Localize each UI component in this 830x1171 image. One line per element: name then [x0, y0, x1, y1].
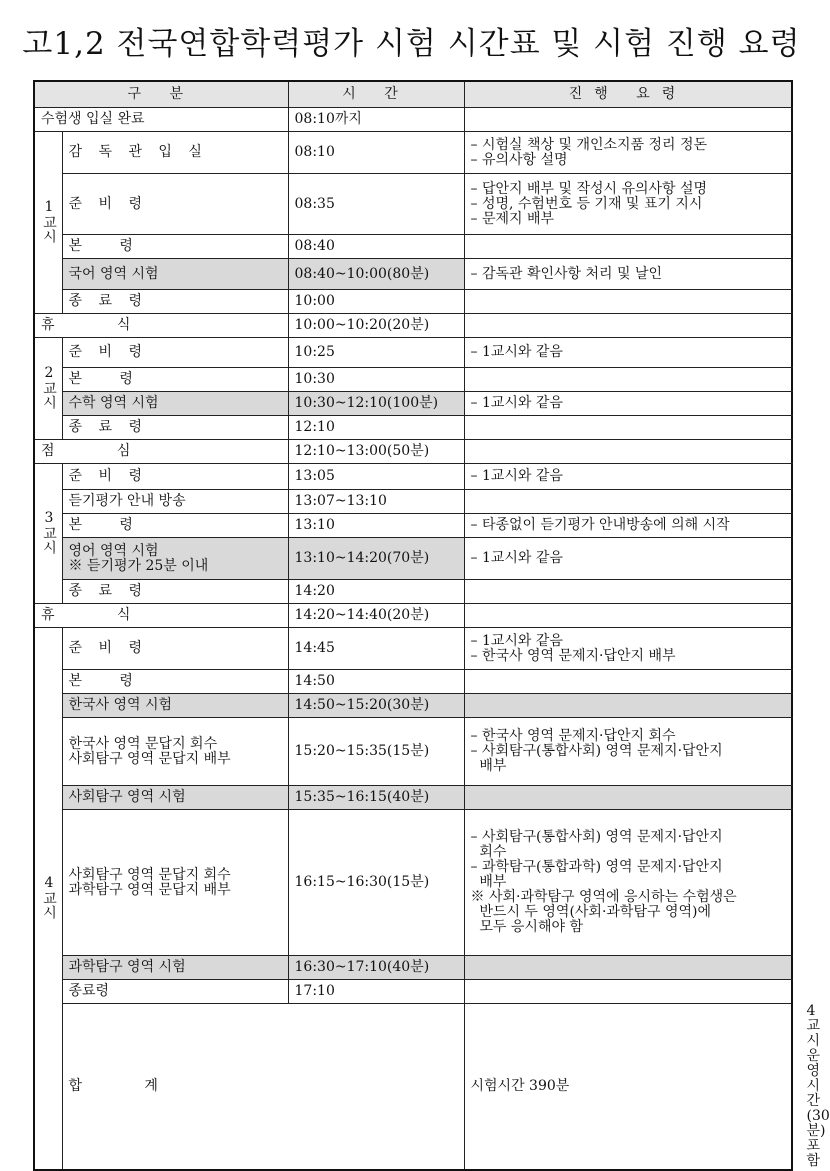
table-row: 합 계 시험시간 390분 4교시 운영 시간(30분) 포함	[34, 1004, 792, 1171]
period-text: 1교시	[41, 198, 57, 243]
table-row	[34, 235, 792, 259]
row-time: 13:10	[288, 514, 464, 538]
page-title: 고1,2 전국연합학력평가 시험 시간표 및 시험 진행 요령	[22, 26, 801, 62]
row-notes: – 타종없이 듣기평가 안내방송에 의해 시작	[464, 514, 792, 538]
header-row	[34, 81, 792, 108]
table-row	[34, 538, 792, 580]
row-notes	[464, 604, 792, 628]
table-row	[34, 464, 792, 490]
note-line: – 한국사 영역 문제지·답안지 회수	[470, 728, 676, 744]
label-line: 사회탐구 영역 문답지 배부	[68, 750, 231, 767]
break-time: 14:20~14:40(20분)	[288, 604, 464, 628]
note-line: – 한국사 영역 문제지·답안지 배부	[470, 647, 676, 664]
table-row	[34, 314, 792, 338]
row-time: 10:00	[288, 290, 464, 314]
row-time: 13:07~13:10	[288, 490, 464, 514]
table-row	[34, 580, 792, 604]
row-notes	[464, 628, 792, 670]
row-label: 감 독 관 입 실	[62, 132, 288, 174]
row-label: 본 령	[62, 368, 288, 392]
break-label: 휴 식	[34, 604, 288, 628]
note-line: – 답안지 배부 및 작성시 유의사항 설명	[470, 180, 708, 197]
row-notes	[464, 368, 792, 392]
row-notes: – 1교시와 같음	[464, 392, 792, 416]
row-time: 08:40	[288, 235, 464, 259]
note-line: – 1교시와 같음	[470, 632, 563, 649]
table-row	[34, 604, 792, 628]
row-time: 14:20	[288, 580, 464, 604]
table-row	[34, 786, 792, 810]
table-row	[34, 132, 792, 174]
table-row	[34, 392, 792, 416]
note-line: – 과학탐구(통합과학) 영역 문제지·답안지	[470, 859, 723, 875]
table-row	[34, 290, 792, 314]
table-row	[34, 956, 792, 980]
table-row	[34, 514, 792, 538]
exam-time: 10:30~12:10(100분)	[288, 392, 464, 416]
table-row	[34, 174, 792, 235]
total-label: 합 계	[62, 1004, 464, 1171]
note-line: – 시험실 책상 및 개인소지품 정리 정돈	[470, 136, 708, 153]
row-label: 종 료 령	[62, 580, 288, 604]
row-notes	[464, 314, 792, 338]
exam-label: 한국사 영역 시험	[62, 694, 288, 718]
table-row	[34, 259, 792, 290]
row-time: 16:15~16:30(15분)	[288, 810, 464, 956]
period-text: 2교시	[41, 364, 57, 409]
table-row	[34, 718, 792, 786]
table-row	[34, 670, 792, 694]
row-label: 준 비 령	[62, 174, 288, 235]
break-time: 10:00~10:20(20분)	[288, 314, 464, 338]
period-label	[34, 338, 62, 440]
row-notes	[464, 980, 792, 1004]
row-notes: – 감독관 확인사항 처리 및 날인	[464, 259, 792, 290]
row-label: 종 료 령	[62, 290, 288, 314]
note-line: – 성명, 수험번호 등 기재 및 표기 지시	[470, 195, 703, 212]
exam-time: 14:50~15:20(30분)	[288, 694, 464, 718]
schedule-table	[33, 80, 830, 1171]
exam-time: 15:35~16:15(40분)	[288, 786, 464, 810]
row-notes	[464, 290, 792, 314]
row-notes	[464, 694, 792, 718]
row-notes	[464, 718, 792, 786]
note-line: 회수	[470, 844, 507, 860]
row-notes: – 1교시와 같음	[464, 538, 792, 580]
table-row	[34, 628, 792, 670]
table-row	[34, 108, 792, 132]
row-label: 준 비 령	[62, 464, 288, 490]
row-time: 14:50	[288, 670, 464, 694]
row-notes	[464, 956, 792, 980]
header-procedure: 진행 요령	[464, 81, 792, 108]
row-notes	[464, 490, 792, 514]
row-label: 준 비 령	[62, 338, 288, 368]
row-label: 준 비 령	[62, 628, 288, 670]
row-time: 14:45	[288, 628, 464, 670]
row-label	[62, 718, 288, 786]
exam-label	[62, 538, 288, 580]
row-time: 13:05	[288, 464, 464, 490]
row-notes	[464, 108, 792, 132]
note-line: – 문제지 배부	[470, 210, 555, 227]
note-line: – 유의사항 설명	[470, 151, 568, 168]
row-time: 08:10	[288, 132, 464, 174]
period-text: 3교시	[41, 509, 57, 554]
exam-label: 사회탐구 영역 시험	[62, 786, 288, 810]
row-label	[62, 810, 288, 956]
row-time: 15:20~15:35(15분)	[288, 718, 464, 786]
break-label: 휴 식	[34, 314, 288, 338]
note-line: 모두 응시해야 함	[470, 919, 583, 935]
table-row	[34, 440, 792, 464]
total-time: 시험시간 390분	[464, 1004, 792, 1171]
row-label: 종 료 령	[62, 416, 288, 440]
period-label	[34, 628, 62, 1171]
row-notes	[464, 580, 792, 604]
row-notes: – 1교시와 같음	[464, 338, 792, 368]
exam-label: 국어 영역 시험	[62, 259, 288, 290]
row-notes	[464, 786, 792, 810]
note-line: – 사회탐구(통합사회) 영역 문제지·답안지	[470, 743, 723, 759]
row-notes	[464, 810, 792, 956]
row-notes	[464, 416, 792, 440]
row-time: 10:25	[288, 338, 464, 368]
period-label	[34, 132, 62, 314]
header-time: 시 간	[288, 81, 464, 108]
exam-time: 13:10~14:20(70분)	[288, 538, 464, 580]
note-line: 반드시 두 영역(사회·과학탐구 영역)에	[470, 904, 711, 920]
row-label: 본 령	[62, 670, 288, 694]
label-line: 사회탐구 영역 문답지 회수	[68, 866, 231, 883]
row-time: 10:30	[288, 368, 464, 392]
period-label	[34, 464, 62, 604]
row-notes	[464, 132, 792, 174]
exam-label: 과학탐구 영역 시험	[62, 956, 288, 980]
exam-time: 08:40~10:00(80분)	[288, 259, 464, 290]
label-line: 과학탐구 영역 문답지 배부	[68, 881, 231, 898]
row-time: 08:35	[288, 174, 464, 235]
row-time: 08:10까지	[288, 108, 464, 132]
label-line: 한국사 영역 문답지 회수	[68, 735, 218, 752]
row-notes: – 1교시와 같음	[464, 464, 792, 490]
exam-label: 수학 영역 시험	[62, 392, 288, 416]
table-row	[34, 810, 792, 956]
note-line: 배부	[470, 758, 507, 774]
table-row	[34, 980, 792, 1004]
row-label: 수험생 입실 완료	[34, 108, 288, 132]
row-label: 본 령	[62, 235, 288, 259]
row-notes	[464, 235, 792, 259]
note-line: 배부	[470, 874, 507, 890]
period-text: 4교시	[41, 874, 57, 919]
table-row	[34, 416, 792, 440]
note-line: – 사회탐구(통합사회) 영역 문제지·답안지	[470, 829, 723, 845]
row-label: 듣기평가 안내 방송	[62, 490, 288, 514]
row-time: 17:10	[288, 980, 464, 1004]
table-row	[34, 368, 792, 392]
note-line: ※ 사회·과학탐구 영역에 응시하는 수험생은	[470, 889, 737, 905]
row-notes	[464, 174, 792, 235]
table-row	[34, 338, 792, 368]
table-row	[34, 694, 792, 718]
exam-time: 16:30~17:10(40분)	[288, 956, 464, 980]
exam-label-line: 영어 영역 시험	[68, 542, 159, 559]
exam-label-line: ※ 듣기평가 25분 이내	[68, 557, 209, 574]
row-notes	[464, 670, 792, 694]
header-category: 구 분	[34, 81, 288, 108]
row-notes	[464, 440, 792, 464]
row-label: 종료령	[62, 980, 288, 1004]
row-time: 12:10	[288, 416, 464, 440]
row-label: 본 령	[62, 514, 288, 538]
table-row	[34, 490, 792, 514]
lunch-time: 12:10~13:00(50분)	[288, 440, 464, 464]
lunch-label: 점 심	[34, 440, 288, 464]
